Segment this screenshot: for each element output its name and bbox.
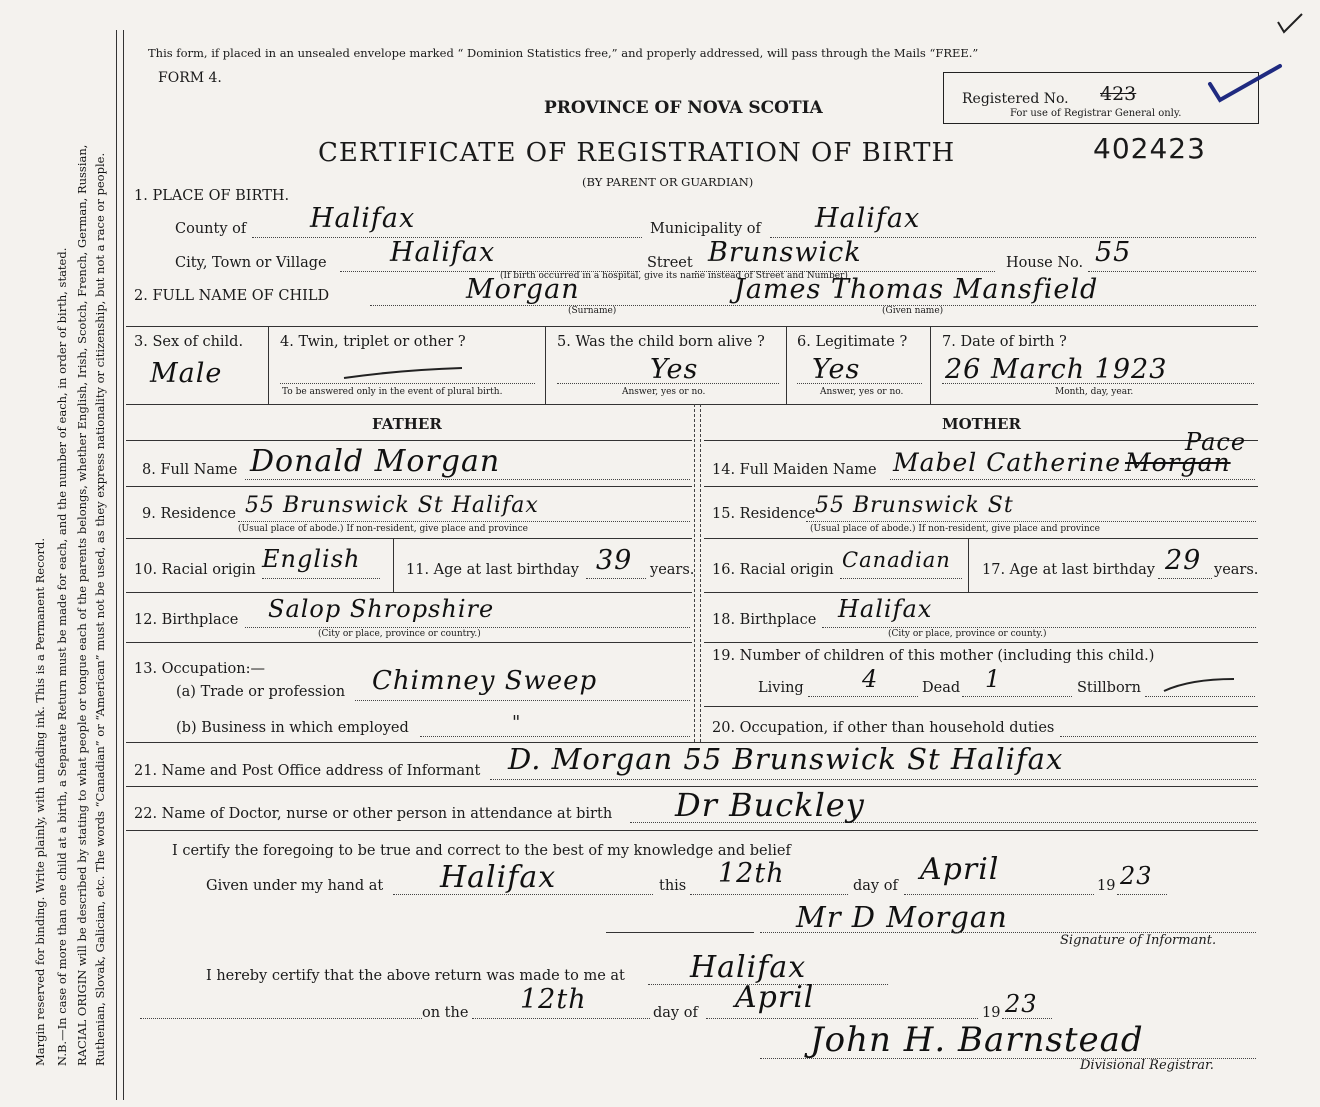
- alive-label: 5. Was the child born alive ?: [557, 334, 765, 350]
- mother-birthplace-label: 18. Birthplace: [712, 612, 817, 628]
- legit-label: 6. Legitimate ?: [797, 334, 908, 350]
- given-label: Given under my hand at: [206, 878, 384, 894]
- page-subtitle: (BY PARENT OR GUARDIAN): [582, 175, 754, 189]
- street-value: Brunswick: [708, 237, 862, 268]
- children-label: 19. Number of children of this mother (including this child.): [712, 648, 1155, 664]
- mother-racial-label: 16. Racial origin: [712, 562, 834, 578]
- house-label: House No.: [1006, 255, 1084, 271]
- municipality-label: Municipality of: [650, 221, 761, 237]
- alive-value: Yes: [650, 354, 699, 385]
- father-res-value: 55 Brunswick St Halifax: [245, 493, 539, 518]
- father-heading: FATHER: [372, 415, 442, 433]
- hospital-note: (If birth occurred in a hospital, give its name instead of Street and Number): [500, 271, 848, 281]
- dob-label: 7. Date of birth ?: [942, 334, 1067, 350]
- surname-note: (Surname): [568, 306, 617, 316]
- business-label: (b) Business in which employed: [176, 720, 409, 736]
- province: PROVINCE OF NOVA SCOTIA: [544, 98, 823, 118]
- registered-value: 423: [1100, 83, 1137, 105]
- mother-birthplace-note: (City or place, province or county.): [888, 629, 1047, 639]
- father-racial-label: 10. Racial origin: [134, 562, 256, 578]
- margin-note-nationality: Ruthenian, Slovak, Galician, etc. The words “Canadian” or “American” must not be used, as they express nationality or citizenship, but not a race or people.: [93, 152, 107, 1066]
- child-given-name: James Thomas Mansfield: [734, 274, 1099, 305]
- child-name-label: 2. FULL NAME OF CHILD: [134, 288, 330, 304]
- page-title: CERTIFICATE OF REGISTRATION OF BIRTH: [318, 138, 956, 168]
- mother-name-label: 14. Full Maiden Name: [712, 462, 877, 478]
- dob-value: 26 March 1923: [945, 354, 1168, 385]
- informant-signature: Mr D Morgan: [796, 900, 1008, 934]
- place-label: 1. PLACE OF BIRTH.: [134, 188, 290, 204]
- binding-line-inner: [123, 30, 124, 1100]
- alive-note: Answer, yes or no.: [622, 387, 706, 397]
- county-label: County of: [175, 221, 247, 237]
- margin-note-plural-birth: N.B.—In case of more than one child at a birth, a Separate Return must be made for each, and the number of each, in order of birth, stated.: [55, 247, 69, 1066]
- dob-note: Month, day, year.: [1055, 387, 1134, 397]
- this-label: this: [659, 878, 687, 894]
- registrar-place: Halifax: [690, 950, 807, 985]
- mother-racial-value: Canadian: [842, 548, 951, 572]
- mother-birthplace-value: Halifax: [838, 595, 933, 623]
- living-value: 4: [862, 665, 879, 693]
- registrar-text: I hereby certify that the above return was made to me at: [206, 968, 625, 984]
- certify-day: 12th: [718, 858, 785, 889]
- mother-occupation-label: 20. Occupation, if other than household duties: [712, 720, 1055, 736]
- child-surname: Morgan: [466, 274, 580, 305]
- certificate-number: 402423: [1093, 132, 1206, 165]
- twin-label: 4. Twin, triplet or other ?: [280, 334, 466, 350]
- twin-dash: [340, 364, 470, 384]
- given-place: Halifax: [440, 860, 557, 895]
- father-birthplace-value: Salop Shropshire: [268, 595, 495, 623]
- informant-value: D. Morgan 55 Brunswick St Halifax: [508, 742, 1064, 776]
- mother-years: years.: [1214, 562, 1259, 578]
- doctor-label: 22. Name of Doctor, nurse or other person in attendance at birth: [134, 806, 613, 822]
- registrar-year-prefix: 19: [982, 1005, 1001, 1021]
- registrar-signature: John H. Barnstead: [810, 1020, 1144, 1060]
- certify-year: 23: [1120, 862, 1153, 890]
- mother-age-label: 17. Age at last birthday: [982, 562, 1155, 578]
- mother-name-above: Pace: [1185, 428, 1247, 456]
- house-value: 55: [1095, 237, 1132, 268]
- dead-label: Dead: [922, 680, 961, 696]
- mother-res-value: 55 Brunswick St: [815, 493, 1014, 518]
- mother-name-struck: Morgan: [1125, 448, 1231, 477]
- father-birthplace-note: (City or place, province or country.): [318, 629, 481, 639]
- margin-note-binding: Margin reserved for binding. Write plainly, with unfading ink. This is a Permanent Record.: [33, 538, 47, 1066]
- mother-res-label: 15. Residence: [712, 506, 816, 522]
- father-res-note: (Usual place of abode.) If non-resident, give place and province: [238, 524, 529, 534]
- registrar-signature-label: Divisional Registrar.: [1080, 1058, 1214, 1073]
- occupation-label: 13. Occupation:—: [134, 661, 265, 677]
- registered-note: For use of Registrar General only.: [1010, 108, 1182, 119]
- business-value: ": [512, 712, 521, 733]
- form-number: FORM 4.: [158, 70, 222, 86]
- sex-value: Male: [150, 358, 223, 389]
- stillborn-label: Stillborn: [1077, 680, 1141, 696]
- registered-label: Registered No.: [962, 91, 1069, 107]
- father-res-label: 9. Residence: [142, 506, 236, 522]
- mother-age-value: 29: [1165, 545, 1202, 576]
- registrar-day: 12th: [520, 984, 587, 1015]
- father-racial-value: English: [262, 545, 361, 573]
- certify-month: April: [920, 852, 1000, 887]
- mother-heading: MOTHER: [942, 415, 1021, 433]
- registrar-month: April: [735, 980, 815, 1015]
- certify-year-prefix: 19: [1097, 878, 1116, 894]
- county-value: Halifax: [310, 203, 416, 234]
- municipality-value: Halifax: [815, 203, 921, 234]
- doctor-value: Dr Buckley: [675, 786, 865, 824]
- certify-text: I certify the foregoing to be true and correct to the best of my knowledge and belief: [172, 843, 791, 859]
- dead-value: 1: [985, 665, 1002, 693]
- father-birthplace-label: 12. Birthplace: [134, 612, 239, 628]
- trade-value: Chimney Sweep: [372, 666, 598, 696]
- street-label: Street: [647, 255, 693, 271]
- informant-label: 21. Name and Post Office address of Informant: [134, 763, 481, 779]
- certify-day-of-label: day of: [853, 878, 898, 894]
- registrar-day-of-label: day of: [653, 1005, 698, 1021]
- checkmark-icon: [1200, 60, 1290, 110]
- father-age-label: 11. Age at last birthday: [406, 562, 579, 578]
- given-name-note: (Given name): [882, 306, 944, 316]
- city-label: City, Town or Village: [175, 255, 327, 271]
- legit-note: Answer, yes or no.: [820, 387, 904, 397]
- father-age-value: 39: [596, 545, 633, 576]
- father-name-label: 8. Full Name: [142, 462, 238, 478]
- trade-label: (a) Trade or profession: [176, 684, 346, 700]
- registrar-year: 23: [1005, 990, 1038, 1018]
- binding-line-outer: [116, 30, 117, 1100]
- on-the-label: on the: [422, 1005, 469, 1021]
- stillborn-dash: [1160, 675, 1240, 695]
- city-value: Halifax: [390, 237, 496, 268]
- corner-tick-icon: [1270, 8, 1310, 38]
- legit-value: Yes: [812, 354, 861, 385]
- informant-signature-label: Signature of Informant.: [1060, 933, 1217, 948]
- sex-label: 3. Sex of child.: [134, 334, 244, 350]
- father-years: years.: [650, 562, 695, 578]
- twin-note: To be answered only in the event of plural birth.: [282, 387, 503, 397]
- father-name-value: Donald Morgan: [250, 444, 501, 479]
- mother-res-note: (Usual place of abode.) If non-resident, give place and province: [810, 524, 1101, 534]
- margin-note-racial-origin: RACIAL ORIGIN will be described by stating to what people or tongue each of the parents belongs, whether English, Irish, Scotch, French, German, Russian,: [75, 144, 89, 1066]
- mailing-note: This form, if placed in an unsealed envelope marked “ Dominion Statistics free,” and properly addressed, will pass through the Mails “FREE.”: [148, 46, 979, 60]
- living-label: Living: [758, 680, 804, 696]
- mother-name-value: Mabel Catherine: [893, 448, 1122, 477]
